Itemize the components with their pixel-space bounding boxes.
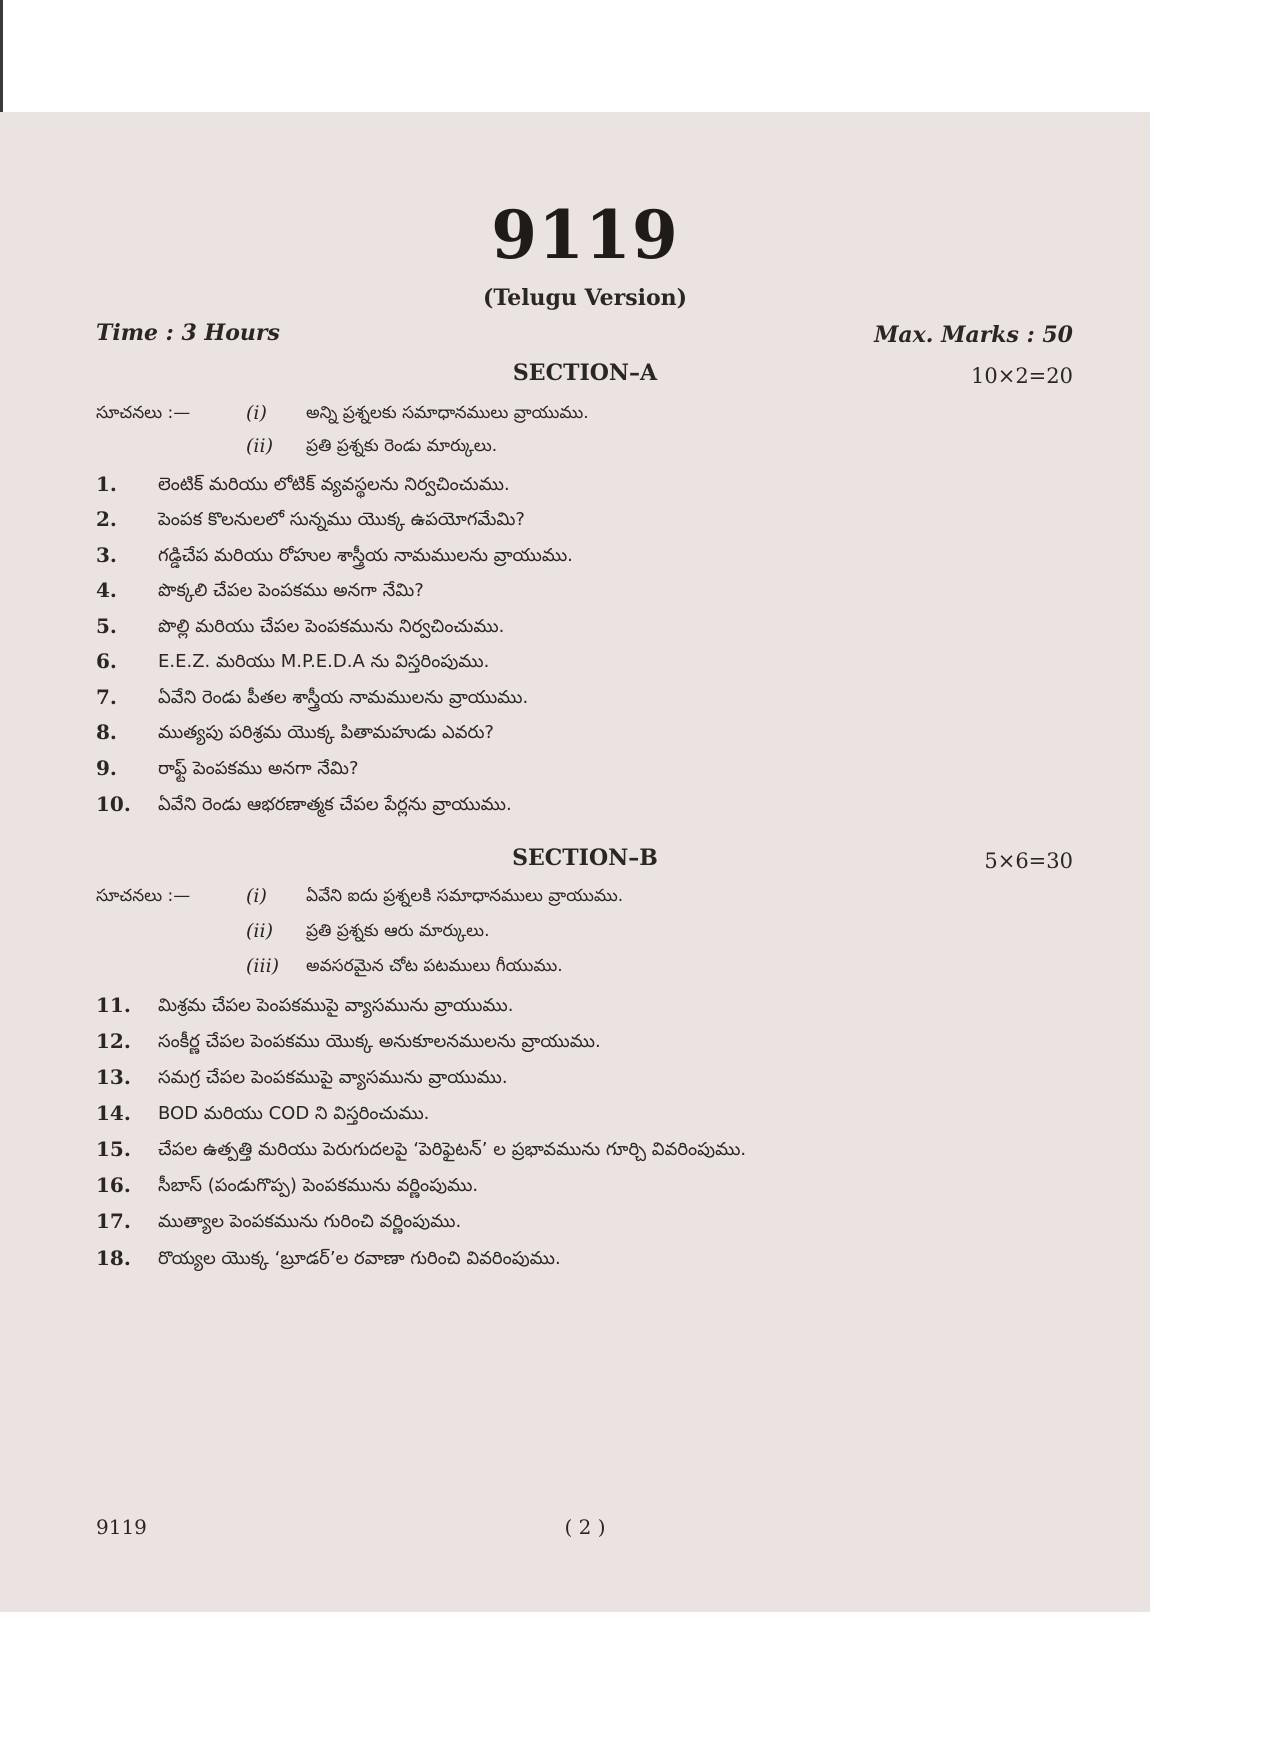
question-text: BOD మరియు COD ని విస్తరించుము. <box>158 1103 430 1124</box>
question-text: పొక్కలి చేపల పెంపకము అనగా నేమి? <box>158 580 424 601</box>
section-a-marks: 10×2=20 <box>971 364 1073 388</box>
question-number: 13. <box>96 1065 131 1089</box>
section-a-instruction-num: (i) <box>246 402 267 424</box>
section-a-instruction-label: సూచనలు :— <box>96 403 191 423</box>
section-b-instruction-text: అవసరమైన చోట పటములు గీయుము. <box>306 956 563 976</box>
section-b-instruction-num: (i) <box>246 885 267 907</box>
question-text: E.E.Z. మరియు M.P.E.D.A ను విస్తరింపుము. <box>158 651 490 672</box>
question-number: 3. <box>96 543 117 567</box>
section-b-instruction-label: సూచనలు :— <box>96 886 191 906</box>
section-b-instruction-num: (iii) <box>246 955 280 977</box>
question-number: 12. <box>96 1029 131 1053</box>
question-text: చేపల ఉత్పత్తి మరియు పెరుగుదలపై ‘పెరిఫైటన్’ ల ప్రభావమును గూర్చి వివరింపుము. <box>158 1139 747 1160</box>
question-text: పెంపక కొలనులలో సున్నము యొక్క ఉపయోగమేమి? <box>158 509 525 530</box>
question-number: 4. <box>96 578 117 602</box>
question-number: 10. <box>96 792 131 816</box>
question-text: సీబాస్ (పండుగొప్ప) పెంపకమును వర్ణింపుము. <box>158 1175 479 1196</box>
question-number: 16. <box>96 1173 131 1197</box>
question-number: 17. <box>96 1209 131 1233</box>
section-b-title: SECTION–B <box>512 845 658 871</box>
question-number: 7. <box>96 685 117 709</box>
paper-code: 9119 <box>491 196 679 274</box>
question-text: మిశ్రమ చేపల పెంపకముపై వ్యాసమును వ్రాయుము. <box>158 995 514 1016</box>
section-b-instruction-text: ఏవేని ఐదు ప్రశ్నలకి సమాధానములు వ్రాయుము. <box>306 886 624 906</box>
section-a-title: SECTION–A <box>512 360 658 386</box>
question-text: పొల్లి మరియు చేపల పెంపకమును నిర్వచించుము. <box>158 616 505 637</box>
max-marks-label: Max. Marks : 50 <box>874 322 1073 348</box>
question-number: 15. <box>96 1137 131 1161</box>
question-number: 2. <box>96 507 117 531</box>
section-b-marks: 5×6=30 <box>984 849 1073 873</box>
scan-border <box>0 0 3 115</box>
version-label: (Telugu Version) <box>482 285 688 311</box>
time-label: Time : 3 Hours <box>96 320 280 346</box>
section-a-instruction-text: ప్రతి ప్రశ్నకు రెండు మార్కులు. <box>306 436 498 456</box>
question-text: సంకీర్ణ చేపల పెంపకము యొక్క అనుకూలనములను వ్రాయుము. <box>158 1031 601 1052</box>
question-number: 6. <box>96 649 117 673</box>
question-text: ఏవేని రెండు పీతల శాస్త్రీయ నామములను వ్రాయుము. <box>158 687 529 708</box>
question-text: గడ్డిచేప మరియు రోహుల శాస్త్రీయ నామములను వ్రాయుము. <box>158 545 573 566</box>
question-number: 8. <box>96 720 117 744</box>
section-a-instruction-num: (ii) <box>246 435 273 457</box>
question-text: ఏవేని రెండు ఆభరణాత్మక చేపల పేర్లను వ్రాయుము. <box>158 794 512 815</box>
page-number: ( 2 ) <box>564 1515 606 1539</box>
question-text: లెంటిక్ మరియు లోటిక్ వ్యవస్థలను నిర్వచించుము. <box>158 474 510 495</box>
question-number: 9. <box>96 756 117 780</box>
question-text: సమగ్ర చేపల పెంపకముపై వ్యాసమును వ్రాయుము. <box>158 1067 508 1088</box>
question-number: 11. <box>96 993 131 1017</box>
footer-paper-code: 9119 <box>96 1515 147 1539</box>
question-number: 1. <box>96 472 117 496</box>
question-text: ముత్యాల పెంపకమును గురించి వర్ణింపుము. <box>158 1211 462 1232</box>
question-number: 14. <box>96 1101 131 1125</box>
question-number: 5. <box>96 614 117 638</box>
section-b-instruction-text: ప్రతి ప్రశ్నకు ఆరు మార్కులు. <box>306 921 490 941</box>
question-text: రొయ్యల యొక్క ‘బ్రూడర్’ల రవాణా గురించి వివరింపుము. <box>158 1248 561 1269</box>
question-text: రాఫ్ట్ పెంపకము అనగా నేమి? <box>158 758 359 779</box>
question-text: ముత్యపు పరిశ్రమ యొక్క పితామహుడు ఎవరు? <box>158 722 494 743</box>
question-number: 18. <box>96 1246 131 1270</box>
section-b-instruction-num: (ii) <box>246 920 273 942</box>
section-a-instruction-text: అన్ని ప్రశ్నలకు సమాధానములు వ్రాయుము. <box>306 403 589 423</box>
